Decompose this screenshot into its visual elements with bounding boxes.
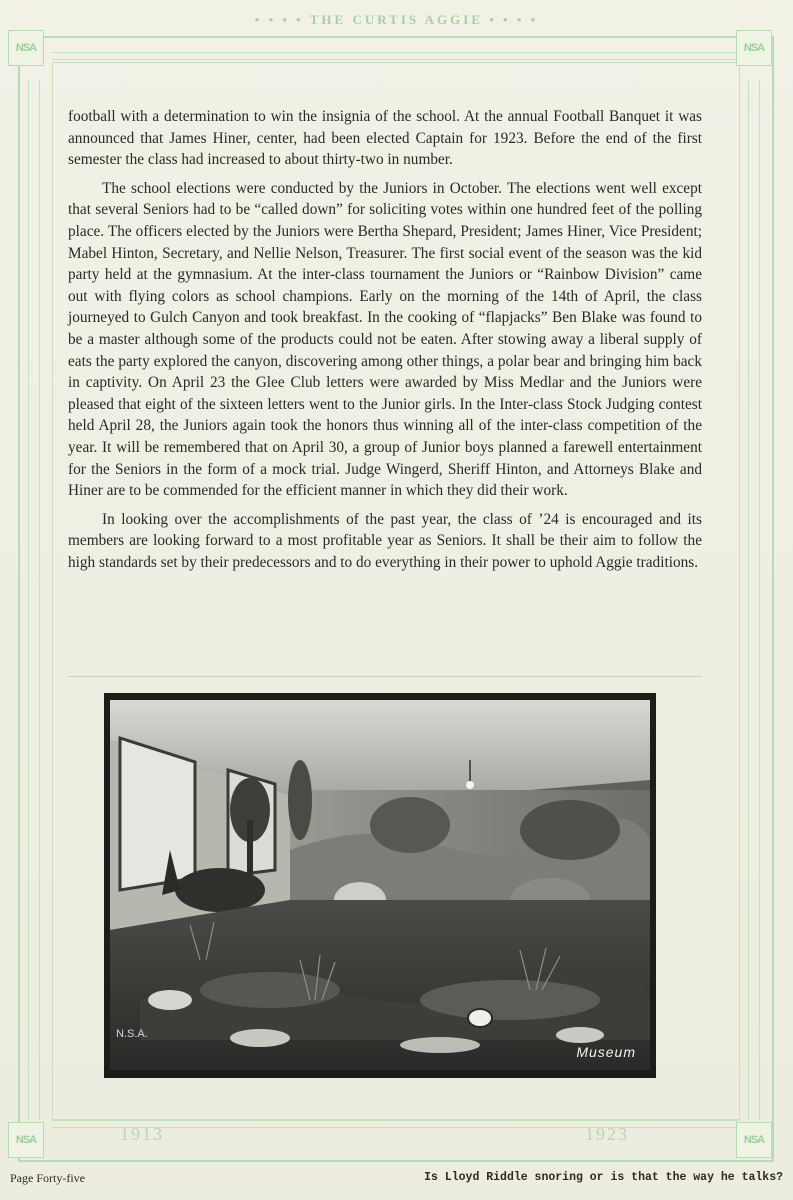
corner-monogram: NSA: [736, 1122, 772, 1158]
article-paragraph: In looking over the accomplishments of the past year, the class of ’24 is encouraged and its members are looking forward to a most profitable year as Seniors. It shall be their aim to follow the high standards set by their predecessors and to do everything in their power to uphold Aggie traditions.: [68, 510, 702, 571]
museum-photo-illustration: [110, 700, 650, 1070]
frame-year-left: 1913: [120, 1124, 164, 1144]
frame-year-right: 1923: [585, 1124, 629, 1144]
frame-left-bar: [28, 80, 40, 1120]
corner-monogram: NSA: [736, 30, 772, 66]
frame-top-bar: [52, 52, 738, 60]
footer-joke: Is Lloyd Riddle snoring or is that the way he talks?: [424, 1171, 783, 1184]
article-paragraph: The school elections were conducted by the Juniors in October. The elections went well except that several Seniors had to be “called down” for soliciting votes within one hundred feet of the polling place. The officers elected by the Juniors were Bertha Shepard, President; James Hiner, Vice President; Mabel Hinton, Secretary, and Nellie Nelson, Treasurer. The first social event of the season was the kid party held at the gymnasium. At the inter-class tournament the Juniors or “Rainbow Division” came out with flying colors as school champions. Early on the morning of the 14th of April, the class journeyed to Gulch Canyon and took breakfast. In the cooking of “flapjacks” Ben Blake was found to be a master although some of the products could not be eaten. After stowing away a liberal supply of eats the party explored the canyon, discovering among other things, a polar bear and bringing him back in captivity. On April 23 the Glee Club letters were awarded by Miss Medlar and the Juniors were pleased that eight of the sixteen letters went to the Junior girls. In the Inter-class Stock Judging contest held April 28, the Juniors again took the honors thus winning all of the inter-class competition of the year. It will be remembered that on April 30, a group of Junior boys planned a farewell entertainment for the Seniors in the form of a mock trial. Judge Wingerd, Sheriff Hinton, and Attorneys Blake and Hiner are to be commended for the efficient manner in which they did their work.: [68, 179, 702, 500]
corner-monogram: NSA: [8, 30, 44, 66]
frame-right-bar: [748, 80, 760, 1120]
article-paragraph: football with a determination to win the insignia of the school. At the annual Football Banquet it was announced that James Hiner, center, had been elected Captain for 1923. Before the end of the first semester the class had increased to about thirty-two in number.: [68, 108, 702, 169]
museum-photo: [110, 700, 650, 1070]
corner-monogram: NSA: [8, 1122, 44, 1158]
running-header: • • • • THE CURTIS AGGIE • • • •: [254, 12, 539, 27]
photo-caption: Museum: [576, 1044, 636, 1060]
section-divider: [68, 676, 702, 677]
article-body: [68, 106, 702, 580]
page-number: Page Forty-five: [10, 1171, 85, 1185]
photo-mark: N.S.A.: [116, 1028, 148, 1040]
